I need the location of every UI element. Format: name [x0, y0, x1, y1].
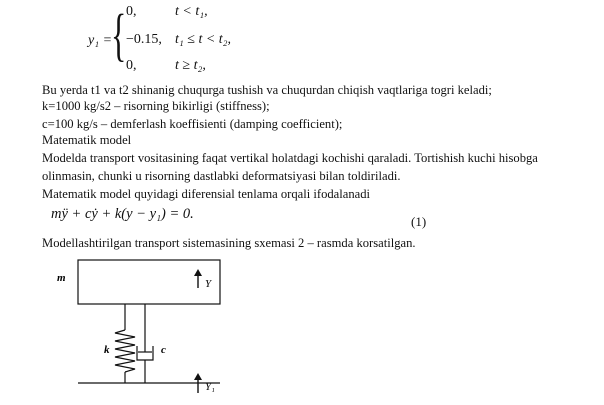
- spring-label: k: [104, 344, 110, 356]
- spring-icon: [115, 304, 135, 383]
- y-label: Y: [205, 278, 212, 290]
- piece-cond-3: t ≥ t₂,: [175, 58, 206, 73]
- damper-icon: [137, 304, 153, 383]
- figure-reference-text: Modellashtirilgan transport sistemasining sxemasi 2 – rasmda korsatilgan.: [42, 236, 416, 250]
- differential-equation: mÿ + cẏ + k(y − y₁) = 0.: [51, 206, 194, 222]
- y1-label: Y₁: [205, 381, 215, 393]
- left-brace: {: [111, 2, 127, 67]
- piece-value-1: 0,: [126, 4, 137, 19]
- piecewise-lhs: y₁ =: [88, 33, 113, 48]
- piece-cond-2: t₁ ≤ t < t₂,: [175, 32, 232, 47]
- piece-value-2: −0.15,: [126, 32, 162, 47]
- text-line-3: c=100 kg/s – demferlash koeffisienti (damping coefficient);: [42, 117, 343, 131]
- suspension-diagram: [44, 256, 244, 402]
- y-arrow-icon: [194, 269, 202, 288]
- text-line-6: olinmasin, chunki u risorning dastlabki deformatsiyasi bilan toldiriladi.: [42, 169, 401, 183]
- text-line-7: Matematik model quyidagi diferensial tenlama orqali ifodalanadi: [42, 187, 371, 201]
- equation-number: (1): [411, 214, 427, 229]
- text-line-1: Bu yerda t1 va t2 shinanig chuqurga tushish va chuqurdan chiqish vaqtlariga togri keladi;: [42, 83, 492, 97]
- mass-label: m: [57, 272, 66, 284]
- section-heading: Matematik model: [42, 133, 132, 147]
- damper-label: c: [161, 344, 166, 356]
- piece-cond-1: t < t₁,: [175, 4, 208, 19]
- piece-value-3: 0,: [126, 58, 137, 73]
- text-line-5: Modelda transport vositasining faqat vertikal holatdagi kochishi qaraladi. Tortishish kuchi hisobga: [42, 151, 538, 165]
- text-line-2: k=1000 kg/s2 – risorning bikirligi (stiffness);: [42, 99, 270, 113]
